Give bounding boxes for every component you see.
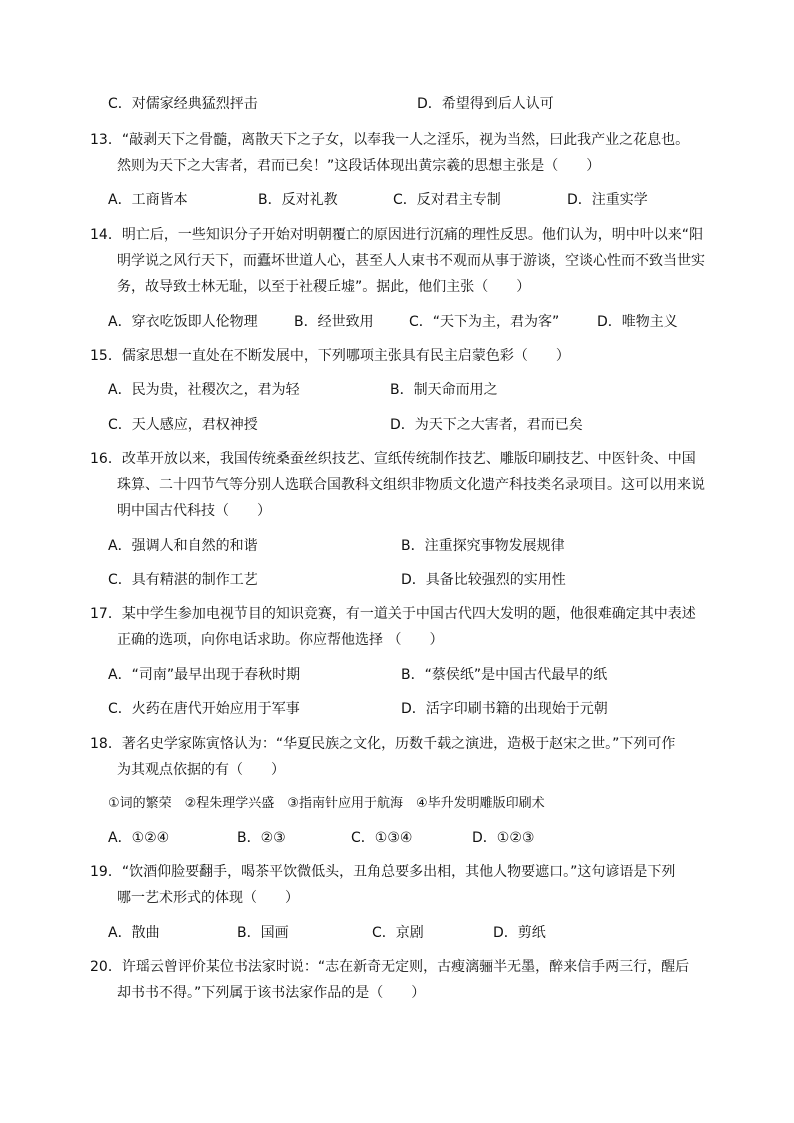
question-17-options-2: [0, 698, 794, 720]
option-d: D．注重实学: [567, 192, 648, 208]
option-d: D．为天下之大害者，君而已矣: [390, 417, 583, 433]
question-text: 20．许瑶云曾评价某位书法家时说：“志在新奇无定则，古瘦漓骊半无墨，醉来信手两三行，醒后: [90, 959, 690, 975]
option-d: D．活字印刷书籍的出现始于元朝: [401, 701, 608, 717]
question-18-line-1: [0, 733, 794, 755]
question-text: 哪一艺术形式的体现（ ）: [117, 890, 299, 906]
question-18-options: [0, 827, 794, 849]
option-c: C．京剧: [372, 925, 424, 941]
option-a: A．民为贵，社稷次之，君为轻: [108, 382, 300, 398]
option-a: A．工商皆本: [108, 192, 188, 208]
option-b: B．制天命而用之: [390, 382, 498, 398]
question-20-line-1: [0, 956, 794, 978]
question-text: 17．某中学生参加电视节目的知识竞赛，有一道关于中国古代四大发明的题，他很难确定其中表述: [90, 606, 696, 622]
option-c: C．对儒家经典猛烈抨击: [108, 96, 258, 112]
question-16-line-1: [0, 448, 794, 470]
question-17-line-1: [0, 603, 794, 625]
question-text: 然则为天下之大害者，君而已矣！”这段话体现出黄宗羲的思想主张是（ ）: [117, 158, 601, 174]
option-d: D．具备比较强烈的实用性: [401, 572, 566, 588]
statement-list: ①词的繁荣 ②程朱理学兴盛 ③指南针应用于航海 ④毕升发明雕版印刷术: [108, 796, 545, 811]
question-20-line-2: [0, 982, 794, 1004]
option-b: B．注重探究事物发展规律: [401, 538, 565, 554]
option-b: B．反对礼教: [258, 192, 338, 208]
option-d: D．唯物主义: [597, 314, 678, 330]
question-14-line-2: [0, 250, 794, 272]
option-c: C．具有精湛的制作工艺: [108, 572, 258, 588]
question-text: 18．著名史学家陈寅恪认为：“华夏民族之文化，历数千载之演进，造极于赵宋之世。”下列可作: [90, 736, 676, 752]
option-a: A．强调人和自然的和谐: [108, 538, 258, 554]
question-text: 明中国古代科技（ ）: [117, 503, 271, 519]
question-text: 15．儒家思想一直处在不断发展中，下列哪项主张具有民主启蒙色彩（ ）: [90, 348, 570, 364]
question-18-statements: [0, 793, 794, 815]
question-text: 正确的选项，向你电话求助。你应帮他选择 （ ）: [117, 632, 444, 648]
option-a: A．①②④: [108, 830, 170, 846]
question-text: 珠算、二十四节气等分别人选联合国教科文组织非物质文化遗产科技类名录项目。这可以用来说: [117, 477, 705, 493]
question-18-line-2: [0, 759, 794, 781]
question-13-line-1: [0, 129, 794, 151]
question-text: 却书书不得。”下列属于该书法家作品的是（ ）: [117, 985, 426, 1001]
question-16-line-3: [0, 500, 794, 522]
option-b: B．经世致用: [294, 314, 374, 330]
question-14-line-1: [0, 224, 794, 246]
question-text: 为其观点依据的有（ ）: [117, 762, 285, 778]
question-14-options: [0, 311, 794, 333]
question-14-line-3: [0, 276, 794, 298]
option-b: B．②③: [237, 830, 286, 846]
question-16-line-2: [0, 474, 794, 496]
question-text: 14．明亡后，一些知识分子开始对明朝覆亡的原因进行沉痛的理性反思。他们认为，明中叶以来“阳: [90, 227, 704, 243]
question-16-options-1: [0, 535, 794, 557]
question-text: 13．“敲剥天下之骨髓，离散天下之子女，以奉我一人之淫乐，视为当然，曰此我产业之花息也。: [90, 132, 690, 148]
question-text: 务，故导致士林无耻，以至于社稷丘墟”。据此，他们主张（ ）: [117, 279, 531, 295]
option-d: D．①②③: [472, 830, 535, 846]
option-d: D．希望得到后人认可: [417, 96, 554, 112]
option-c: C．“天下为主，君为客”: [409, 314, 560, 330]
question-13-options: [0, 189, 794, 211]
option-c: C．火药在唐代开始应用于军事: [108, 701, 300, 717]
question-16-options-2: [0, 569, 794, 591]
question-15-options-1: [0, 379, 794, 401]
option-b: B．“蔡侯纸”是中国古代最早的纸: [401, 667, 608, 683]
option-d: D．剪纸: [493, 925, 546, 941]
question-13-line-2: [0, 155, 794, 177]
question-text: 16．改革开放以来，我国传统桑蚕丝织技艺、宣纸传统制作技艺、雕版印刷技艺、中医针灸、中国: [90, 451, 696, 467]
question-19-options: [0, 922, 794, 944]
question-19-line-1: [0, 861, 794, 883]
question-17-line-2: [0, 629, 794, 651]
option-c: C．天人感应，君权神授: [108, 417, 258, 433]
option-c: C．①③④: [351, 830, 413, 846]
question-text: 19．“饮酒仰脸要翻手，喝茶平饮微低头，丑角总要多出相，其他人物要遮口。”这句谚语是下列: [90, 864, 676, 880]
option-b: B．国画: [237, 925, 289, 941]
option-a: A．穿衣吃饭即人伦物理: [108, 314, 258, 330]
text-line: [0, 93, 794, 115]
option-a: A．“司南”最早出现于春秋时期: [108, 667, 301, 683]
question-19-line-2: [0, 887, 794, 909]
option-a: A．散曲: [108, 925, 160, 941]
question-15-line-1: [0, 345, 794, 367]
question-17-options-1: [0, 664, 794, 686]
question-text: 明学说之风行天下，而蠹坏世道人心，甚至人人束书不观而从事于游谈，空谈心性而不致当世实: [117, 253, 705, 269]
question-15-options-2: [0, 414, 794, 436]
option-c: C．反对君主专制: [393, 192, 501, 208]
